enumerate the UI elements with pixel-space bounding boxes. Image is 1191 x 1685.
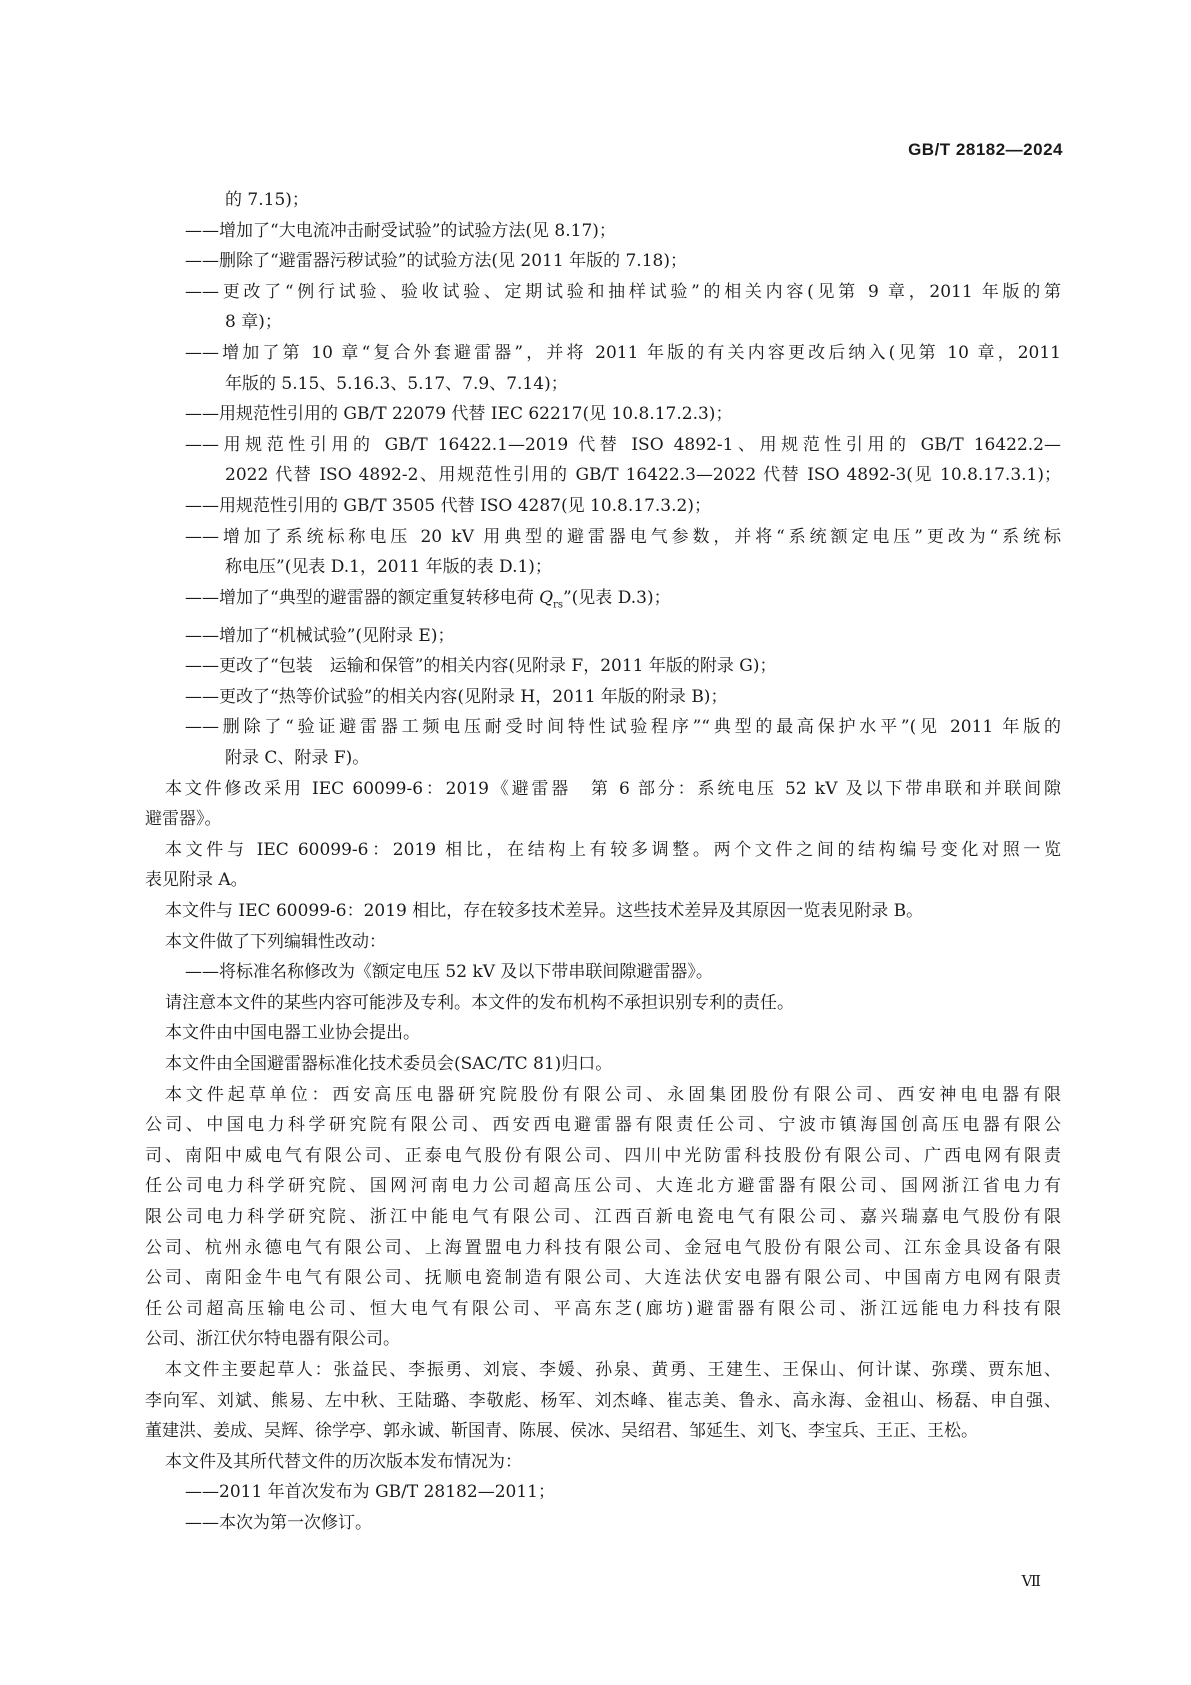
- paragraph-continuation: 司、南阳中威电气有限公司、正泰电气股份有限公司、四川中光防雷科技股份有限公司、广西电网有限责: [145, 1145, 1061, 1166]
- list-item: ——用规范性引用的 GB/T 16422.1—2019 代替 ISO 4892-1、用规范性引用的 GB/T 16422.2—: [185, 434, 1061, 455]
- list-item: ——更改了“热等价试验”的相关内容(见附录 H，2011 年版的附录 B)；: [185, 686, 728, 707]
- list-item: ——删除了“避雷器污秽试验”的试验方法(见 2011 年版的 7.18)；: [185, 251, 687, 272]
- paragraph-continuation: 公司、浙江伏尔特电器有限公司。: [145, 1329, 400, 1350]
- paragraph-continuation: 避雷器》。: [145, 809, 222, 830]
- list-item: ——更改了“例行试验、验收试验、定期试验和抽样试验”的相关内容(见第 9 章，2011 年版的第: [185, 281, 1061, 302]
- paragraph-continuation: 李向军、刘斌、熊易、左中秋、王陆璐、李敬彪、杨军、刘杰峰、崔志美、鲁永、高永海、金祖山、杨磊、申自强、: [145, 1390, 1061, 1411]
- list-item: ——2011 年首次发布为 GB/T 28182—2011；: [185, 1482, 555, 1503]
- paragraph-continuation: 公司、中国电力科学研究院有限公司、西安西电避雷器有限责任公司、宁波市镇海国创高压电器有限公: [145, 1115, 1061, 1136]
- page-number: Ⅶ: [1021, 1572, 1041, 1590]
- list-item-continuation: 年版的 5.15、5.16.3、5.17、7.9、7.14)；: [225, 373, 568, 394]
- paragraph-continuation: 公司、杭州永德电气有限公司、上海置盟电力科技有限公司、金冠电气股份有限公司、江东金具设备有限: [145, 1237, 1061, 1258]
- list-item: [185, 583, 1061, 621]
- list-item: ——更改了“包装 运输和保管”的相关内容(见附录 F，2011 年版的附录 G)；: [185, 656, 777, 677]
- document-body: [145, 185, 1061, 1539]
- symbol-subscript: rs: [553, 599, 563, 611]
- list-item: ——用规范性引用的 GB/T 22079 代替 IEC 62217(见 10.8.17.2.3)；: [185, 404, 733, 425]
- paragraph-line: 本文件做了下列编辑性改动：: [165, 931, 386, 952]
- paragraph-line: 本文件与 IEC 60099-6：2019 相比，存在较多技术差异。这些技术差异及其原因一览表见附录 B。: [165, 901, 924, 922]
- list-item-text: ”(见表 D.3)；: [562, 587, 671, 608]
- list-item-continuation: 8 章)；: [225, 312, 282, 333]
- list-item-continuation: 附录 C、附录 F)。: [225, 748, 370, 769]
- document-code-header: GB/T 28182—2024: [908, 140, 1063, 159]
- list-item: ——删除了“验证避雷器工频电压耐受时间特性试验程序”“典型的最高保护水平”(见 2011 年版的: [185, 717, 1061, 738]
- list-item: ——增加了“机械试验”(见附录 E)；: [185, 625, 455, 646]
- list-item: ——将标准名称修改为《额定电压 52 kV 及以下带串联间隙避雷器》。: [185, 962, 713, 983]
- paragraph-line: 本文件由全国避雷器标准化技术委员会(SAC/TC 81)归口。: [165, 1054, 613, 1075]
- paragraph-line: 本文件主要起草人：张益民、李振勇、刘宸、李媛、孙泉、黄勇、王建生、王保山、何计谋、弥璞、贾东旭、: [165, 1359, 1061, 1380]
- list-item-continuation: 称电压”(见表 D.1，2011 年版的表 D.1)；: [225, 557, 552, 578]
- paragraph-continuation: 表见附录 A。: [145, 870, 248, 891]
- list-item: ——本次为第一次修订。: [185, 1512, 372, 1533]
- paragraph-continuation: 公司、南阳金牛电气有限公司、抚顺电瓷制造有限公司、大连法伏安电器有限公司、中国南方电网有限责: [145, 1268, 1061, 1289]
- list-item-text: ——增加了“典型的避雷器的额定重复转移电荷: [185, 587, 540, 608]
- list-item: ——增加了第 10 章“复合外套避雷器”，并将 2011 年版的有关内容更改后纳入(见第 10 章，2011: [185, 342, 1061, 363]
- paragraph-line: 本文件及其所代替文件的历次版本发布情况为：: [165, 1451, 522, 1472]
- paragraph-line: 本文件修改采用 IEC 60099-6：2019《避雷器 第 6 部分：系统电压 52 kV 及以下带串联和并联间隙: [165, 778, 1061, 799]
- paragraph-line: 本文件与 IEC 60099-6：2019 相比，在结构上有较多调整。两个文件之间的结构编号变化对照一览: [165, 839, 1061, 860]
- paragraph-line: 请注意本文件的某些内容可能涉及专利。本文件的发布机构不承担识别专利的责任。: [165, 992, 794, 1013]
- list-item: ——增加了“大电流冲击耐受试验”的试验方法(见 8.17)；: [185, 220, 616, 241]
- paragraph-continuation: 董建洪、姜成、吴辉、徐学亭、郭永诚、靳国青、陈展、侯冰、吴绍君、邹延生、刘飞、李宝兵、王正、王松。: [145, 1421, 978, 1442]
- paragraph-continuation: 任公司超高压输电公司、恒大电气有限公司、平高东芝(廊坊)避雷器有限公司、浙江远能电力科技有限: [145, 1298, 1061, 1319]
- paragraph-continuation: 限公司电力科学研究院、浙江中能电气有限公司、江西百新电瓷电气有限公司、嘉兴瑞嘉电气股份有限: [145, 1206, 1061, 1227]
- list-item: ——增加了系统标称电压 20 kV 用典型的避雷器电气参数，并将“系统额定电压”更改为“系统标: [185, 526, 1061, 547]
- symbol-q: Q: [539, 587, 554, 608]
- list-item: ——用规范性引用的 GB/T 3505 代替 ISO 4287(见 10.8.17.3.2)；: [185, 495, 711, 516]
- list-item-continuation: 的 7.15)；: [225, 190, 309, 210]
- list-item-continuation: 2022 代替 ISO 4892-2、用规范性引用的 GB/T 16422.3—2022 代替 ISO 4892-3(见 10.8.17.3.1)；: [225, 465, 1061, 486]
- paragraph-line: 本文件由中国电器工业协会提出。: [165, 1023, 420, 1044]
- paragraph-line: 本文件起草单位：西安高压电器研究院股份有限公司、永固集团股份有限公司、西安神电电器有限: [165, 1084, 1061, 1105]
- paragraph-continuation: 任公司电力科学研究院、国网河南电力公司超高压公司、大连北方避雷器有限公司、国网浙江省电力有: [145, 1176, 1061, 1197]
